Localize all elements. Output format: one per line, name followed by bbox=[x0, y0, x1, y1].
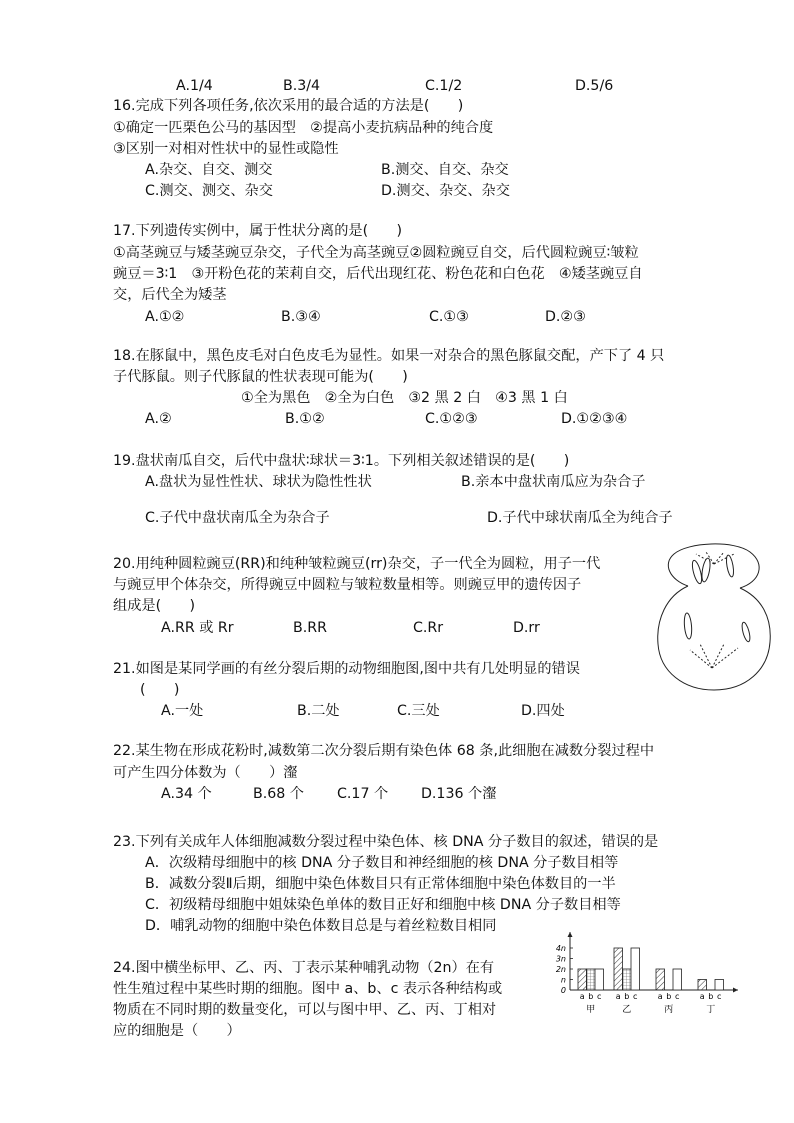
q21-option-c: C.三处 bbox=[397, 703, 440, 719]
y-tick-label: 4n bbox=[555, 944, 566, 953]
y-tick-label: 2n bbox=[555, 965, 566, 974]
q17-line-3: 交，后代全为矮茎 bbox=[113, 287, 227, 303]
bar-label: c bbox=[633, 992, 638, 1001]
q23-option-d: D．哺乳动物的细胞中染色体数目总是与着丝粒数目相同 bbox=[145, 918, 497, 934]
q16-option-c: C.测交、测交、杂交 bbox=[145, 183, 273, 199]
q17-line-2: 豌豆＝3∶1 ③开粉色花的茉莉自交，后代出现红花、粉色花和白色花 ④矮茎豌豆自 bbox=[113, 266, 643, 282]
q20-line-2: 组成是( ) bbox=[113, 598, 196, 614]
chromosome-shape bbox=[725, 555, 735, 578]
q16-line-1: ①确定一匹栗色公马的基因型 ②提高小麦抗病品种的纯合度 bbox=[113, 120, 494, 136]
chromosome-shape bbox=[683, 613, 692, 640]
q20-stem: 20.用纯种圆粒豌豆(RR)和纯种皱粒豌豆(rr)杂交，子一代全为圆粒，用子一代 bbox=[113, 556, 601, 572]
bar-label: c bbox=[597, 992, 602, 1001]
q17-option-a: A.①② bbox=[145, 309, 185, 325]
group-label: 丁 bbox=[706, 1005, 716, 1015]
q22-option-b: B.68 个 bbox=[253, 786, 304, 802]
q22-option-d: D.136 个瀣 bbox=[421, 786, 497, 802]
y-axis-arrow bbox=[568, 932, 573, 937]
bar-a bbox=[656, 969, 665, 990]
group-label: 乙 bbox=[622, 1005, 632, 1015]
x-axis-arrow bbox=[733, 988, 738, 993]
q21-option-a: A.一处 bbox=[161, 703, 204, 719]
chromosome-shape bbox=[700, 558, 711, 583]
q23-stem: 23.下列有关成年人体细胞减数分裂过程中染色体、核 DNA 分子数目的叙述，错误的是 bbox=[113, 834, 659, 850]
q23-option-a: A．次级精母细胞中的核 DNA 分子数目和神经细胞的核 DNA 分子数目相等 bbox=[145, 855, 619, 871]
q15-option-d: D.5/6 bbox=[575, 78, 614, 94]
q17-option-b: B.③④ bbox=[281, 309, 321, 325]
q24-stem: 24.图中横坐标甲、乙、丙、丁表示某种哺乳动物（2n）在有 bbox=[113, 960, 495, 976]
q17-option-c: C.①③ bbox=[429, 309, 469, 325]
q17-option-d: D.②③ bbox=[545, 309, 586, 325]
q18-option-c: C.①②③ bbox=[425, 411, 478, 427]
q19-stem: 19.盘状南瓜自交，后代中盘状∶球状＝3∶1。下列相关叙述错误的是( ) bbox=[113, 453, 570, 469]
q16-stem: 16.完成下列各项任务,依次采用的最合适的方法是( ) bbox=[113, 98, 464, 114]
q20-option-d: D.rr bbox=[513, 620, 540, 636]
y-tick-label: n bbox=[560, 975, 566, 985]
bar-a bbox=[614, 948, 623, 990]
bar-label: c bbox=[717, 992, 722, 1001]
q22-option-c: C.17 个 bbox=[337, 786, 389, 802]
q21-option-b: B.二处 bbox=[297, 703, 340, 719]
bar-label: c bbox=[675, 992, 680, 1001]
q24-bar-chart bbox=[548, 928, 744, 1018]
q24-line-2: 物质在不同时期的数量变化，可以与图中甲、乙、丙、丁相对 bbox=[113, 1002, 497, 1018]
y-tick-label: 3n bbox=[555, 954, 566, 964]
q23-option-b: B．减数分裂Ⅱ后期，细胞中染色体数目只有正常体细胞中染色体数目的一半 bbox=[145, 876, 616, 892]
q21-option-d: D.四处 bbox=[521, 703, 565, 719]
q18-line-2: ①全为黑色 ②全为白色 ③2 黑 2 白 ④3 黑 1 白 bbox=[241, 390, 568, 406]
q19-option-c: C.子代中盘状南瓜全为杂合子 bbox=[145, 510, 330, 526]
bar-label: a bbox=[615, 992, 621, 1001]
q16-option-a: A.杂交、自交、测交 bbox=[145, 162, 273, 178]
group-label: 丙 bbox=[664, 1005, 674, 1015]
q20-option-a: A.RR 或 Rr bbox=[161, 620, 234, 636]
q16-option-d: D.测交、杂交、杂交 bbox=[381, 183, 510, 199]
q24-line-1: 性生殖过程中某些时期的细胞。图中 a、b、c 表示各种结构或 bbox=[113, 981, 503, 997]
q19-option-b: B.亲本中盘状南瓜应为杂合子 bbox=[461, 474, 646, 490]
q20-option-b: B.RR bbox=[293, 620, 327, 636]
group-label: 甲 bbox=[586, 1005, 596, 1015]
y-tick-label: 0 bbox=[560, 986, 566, 995]
q15-option-b: B.3/4 bbox=[283, 78, 321, 94]
q22-stem: 22.某生物在形成花粉时,减数第二次分裂后期有染色体 68 条,此细胞在减数分裂过程中 bbox=[113, 743, 655, 759]
mitosis-cell-figure bbox=[650, 540, 780, 700]
q20-option-c: C.Rr bbox=[413, 620, 444, 636]
q15-option-a: A.1/4 bbox=[176, 78, 213, 94]
bar-a bbox=[578, 969, 587, 990]
q15-option-c: C.1/2 bbox=[425, 78, 463, 94]
bar-c bbox=[715, 980, 724, 991]
q17-stem: 17.下列遗传实例中，属于性状分离的是( ) bbox=[113, 223, 403, 239]
bar-a bbox=[698, 980, 707, 991]
q16-option-b: B.测交、自交、杂交 bbox=[381, 162, 509, 178]
bar-b bbox=[623, 969, 632, 990]
q18-option-b: B.①② bbox=[285, 411, 325, 427]
q23-option-c: C．初级精母细胞中姐妹染色单体的数目正好和细胞中核 DNA 分子数目相等 bbox=[145, 897, 621, 913]
q24-line-3: 应的细胞是（ ） bbox=[113, 1023, 241, 1039]
q18-line-1: 子代豚鼠。则子代豚鼠的性状表现可能为( ) bbox=[113, 369, 408, 385]
q22-line-1: 可产生四分体数为（ ）瀣 bbox=[113, 765, 298, 781]
q17-line-1: ①高茎豌豆与矮茎豌豆杂交，子代全为高茎豌豆②圆粒豌豆自交，后代圆粒豌豆∶皱粒 bbox=[113, 245, 639, 261]
bar-c bbox=[595, 969, 604, 990]
q21-line-1: ( ) bbox=[140, 682, 180, 698]
bar-c bbox=[673, 969, 682, 990]
bar-label: b bbox=[708, 992, 714, 1001]
bar-label: a bbox=[657, 992, 663, 1001]
q18-option-d: D.①②③④ bbox=[561, 411, 628, 427]
chromosome-shape bbox=[691, 560, 704, 585]
q20-line-1: 与豌豆甲个体杂交，所得豌豆中圆粒与皱粒数量相等。则豌豆甲的遗传因子 bbox=[113, 577, 582, 593]
chromosome-shape bbox=[741, 622, 752, 643]
q19-option-a: A.盘状为显性性状、球状为隐性性状 bbox=[145, 474, 372, 490]
q18-option-a: A.② bbox=[145, 411, 172, 427]
bar-c bbox=[631, 948, 640, 990]
bar-b bbox=[587, 969, 596, 990]
q19-option-d: D.子代中球状南瓜全为纯合子 bbox=[487, 510, 673, 526]
q18-stem: 18.在豚鼠中，黑色皮毛对白色皮毛为显性。如果一对杂合的黑色豚鼠交配，产下了 4 只 bbox=[113, 348, 665, 364]
q21-stem: 21.如图是某同学画的有丝分裂后期的动物细胞图,图中共有几处明显的错误 bbox=[113, 661, 580, 677]
bar-label: b bbox=[588, 992, 594, 1001]
bar-label: b bbox=[624, 992, 630, 1001]
q16-line-2: ③区别一对相对性状中的显性或隐性 bbox=[113, 141, 339, 157]
bar-label: b bbox=[666, 992, 672, 1001]
bar-label: a bbox=[699, 992, 705, 1001]
q22-option-a: A.34 个 bbox=[161, 786, 212, 802]
bar-label: a bbox=[579, 992, 585, 1001]
